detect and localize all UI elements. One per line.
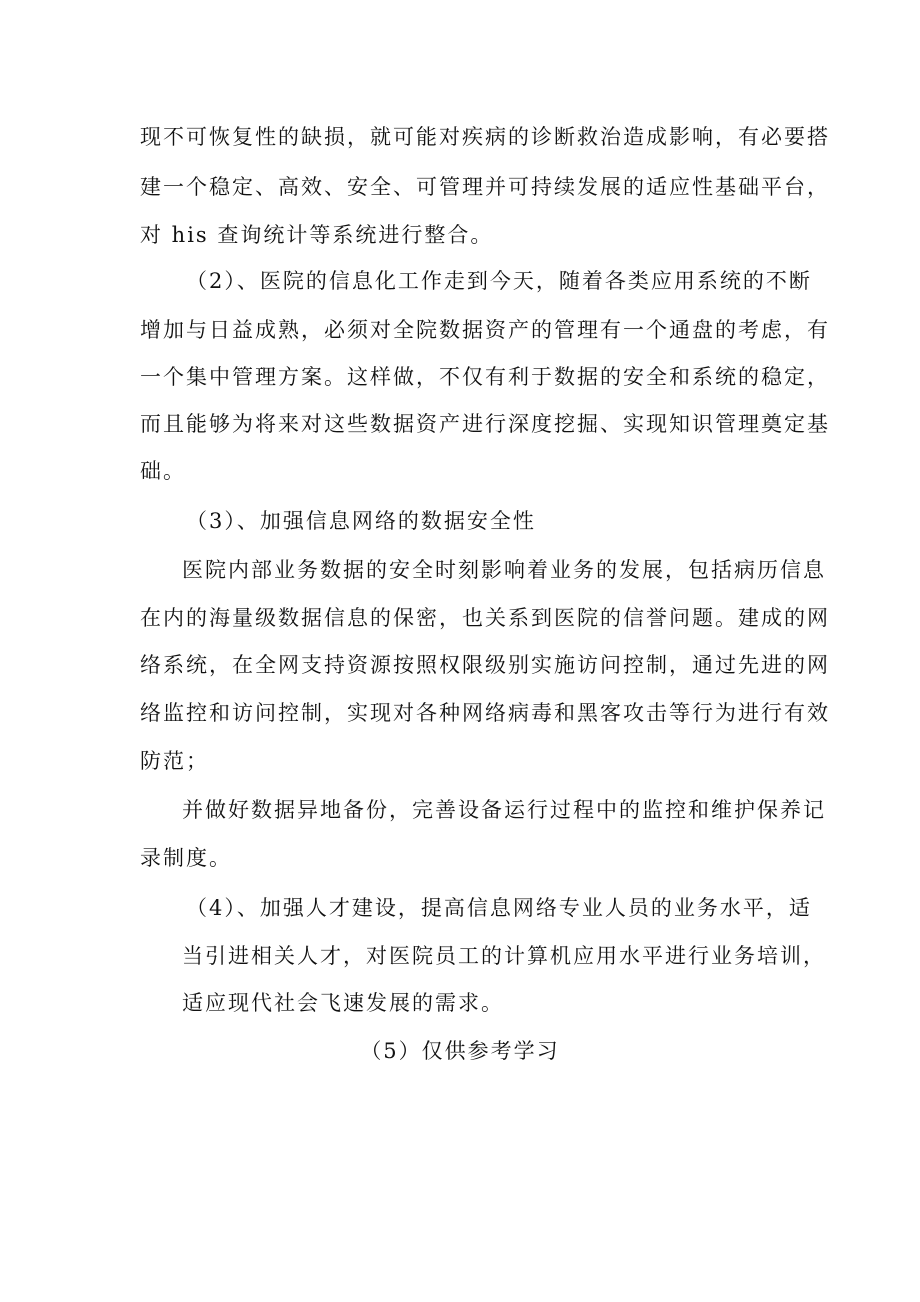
paragraph-2-line-2: 增加与日益成熟，必须对全院数据资产的管理有一个通盘的考虑，有 [140, 318, 830, 342]
paragraph-4-line-1: 医院内部业务数据的安全时刻影响着业务的发展，包括病历信息 [182, 558, 826, 582]
paragraph-1-line-1: 现不可恢复性的缺损，就可能对疾病的诊断救治造成影响，有必要搭 [140, 125, 830, 149]
paragraph-2-line-4: 而且能够为将来对这些数据资产进行深度挖掘、实现知识管理奠定基 [140, 412, 830, 436]
footer-note: （5）仅供参考学习 [360, 1039, 560, 1063]
paragraph-6-line-1: （4）、加强人才建设，提高信息网络专业人员的业务水平，适 [186, 896, 812, 920]
paragraph-4-line-2: 在内的海量级数据信息的保密，也关系到医院的信誉问题。建成的网 [140, 606, 830, 630]
paragraph-3-heading: （3）、加强信息网络的数据安全性 [186, 509, 536, 533]
paragraph-6-line-2: 当引进相关人才，对医院员工的计算机应用水平进行业务培训， [182, 944, 826, 968]
paragraph-2-line-3: 一个集中管理方案。这样做，不仅有利于数据的安全和系统的稳定， [140, 365, 830, 389]
paragraph-2-line-5: 础。 [140, 459, 186, 483]
paragraph-4-line-4: 络监控和访问控制，实现对各种网络病毒和黑客攻击等行为进行有效 [140, 701, 830, 725]
paragraph-6-line-3: 适应现代社会飞速发展的需求。 [182, 991, 504, 1015]
paragraph-1-line-3: 对 his 查询统计等系统进行整合。 [140, 223, 494, 247]
paragraph-4-line-5: 防范； [140, 749, 209, 773]
paragraph-5-line-1: 并做好数据异地备份，完善设备运行过程中的监控和维护保养记 [182, 798, 826, 822]
paragraph-4-line-3: 络系统，在全网支持资源按照权限级别实施访问控制，通过先进的网 [140, 653, 830, 677]
paragraph-1-line-2: 建一个稳定、高效、安全、可管理并可持续发展的适应性基础平台， [140, 175, 830, 199]
paragraph-2-line-1: （2）、医院的信息化工作走到今天，随着各类应用系统的不断 [186, 269, 812, 293]
paragraph-5-line-2: 录制度。 [140, 846, 232, 870]
